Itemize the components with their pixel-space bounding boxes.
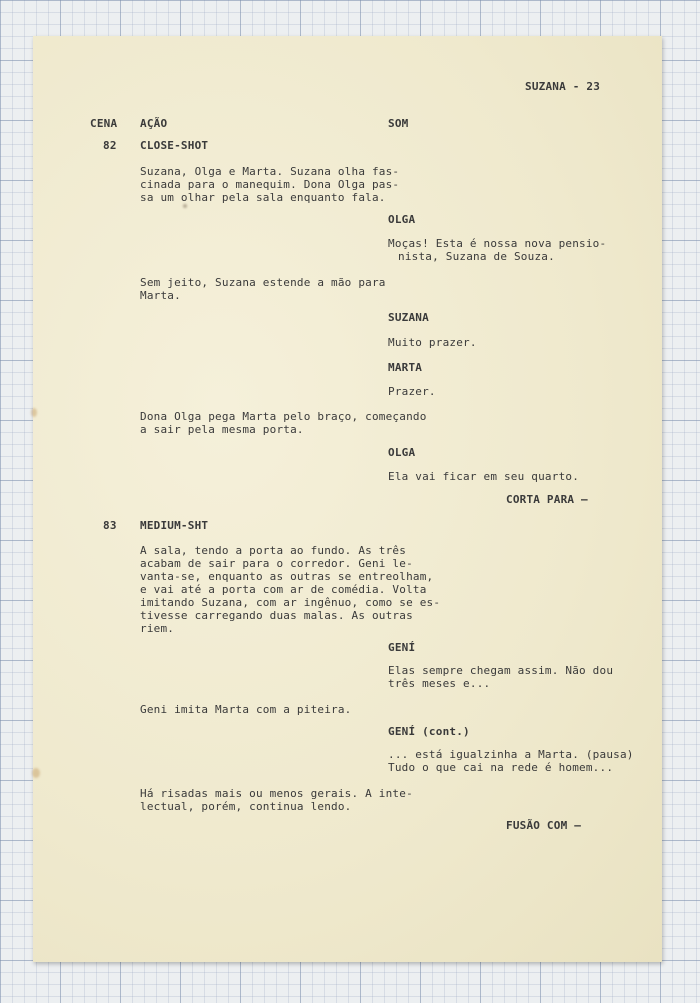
action-line: A sala, tendo a porta ao fundo. As três <box>140 544 407 557</box>
dialog-line: Muito prazer. <box>388 336 477 349</box>
shot-type: CLOSE-SHOT <box>140 139 209 152</box>
speaker-name: SUZANA <box>388 311 429 324</box>
column-sound: SOM <box>388 117 409 130</box>
action-line: Marta. <box>140 289 181 302</box>
speaker-name: GENÍ (cont.) <box>388 725 470 738</box>
shot-type: MEDIUM-SHT <box>140 519 209 532</box>
dialog-line: Elas sempre chegam assim. Não dou <box>388 664 614 677</box>
action-line: a sair pela mesma porta. <box>140 423 304 436</box>
dialog-line: nista, Suzana de Souza. <box>398 250 555 263</box>
speaker-name: OLGA <box>388 446 416 459</box>
action-line: Há risadas mais ou menos gerais. A inte- <box>140 787 413 800</box>
dialog-line: Ela vai ficar em seu quarto. <box>388 470 580 483</box>
action-line: sa um olhar pela sala enquanto fala. <box>140 191 386 204</box>
dialog-line: ... está igualzinha a Marta. (pausa) <box>388 748 634 761</box>
page-label: SUZANA - 23 <box>525 80 601 93</box>
action-line: vanta-se, enquanto as outras se entreolham, <box>140 570 434 583</box>
transition: CORTA PARA — <box>506 493 588 506</box>
dialog-line: três meses e... <box>388 677 491 690</box>
action-line: riem. <box>140 622 175 635</box>
stain <box>31 408 37 417</box>
speaker-name: GENÍ <box>388 641 416 654</box>
stain <box>32 768 40 778</box>
action-line: tivesse carregando duas malas. As outras <box>140 609 413 622</box>
action-line: Dona Olga pega Marta pelo braço, começando <box>140 410 427 423</box>
action-line: cinada para o manequim. Dona Olga pas- <box>140 178 400 191</box>
scene-number: 82 <box>103 139 117 152</box>
column-action: AÇÃO <box>140 117 168 130</box>
stain <box>183 204 187 208</box>
action-line: Suzana, Olga e Marta. Suzana olha fas- <box>140 165 400 178</box>
dialog-line: Prazer. <box>388 385 436 398</box>
dialog-line: Moças! Esta é nossa nova pensio- <box>388 237 607 250</box>
transition: FUSÃO COM — <box>506 819 582 832</box>
column-scene: CENA <box>90 117 118 130</box>
action-line: lectual, porém, continua lendo. <box>140 800 352 813</box>
scene-number: 83 <box>103 519 117 532</box>
action-line: e vai até a porta com ar de comédia. Volta <box>140 583 427 596</box>
speaker-name: OLGA <box>388 213 416 226</box>
action-line: imitando Suzana, com ar ingênuo, como se es- <box>140 596 441 609</box>
dialog-line: Tudo o que cai na rede é homem... <box>388 761 614 774</box>
speaker-name: MARTA <box>388 361 423 374</box>
action-line: acabam de sair para o corredor. Geni le- <box>140 557 413 570</box>
action-line: Sem jeito, Suzana estende a mão para <box>140 276 386 289</box>
action-line: Geni imita Marta com a piteira. <box>140 703 352 716</box>
